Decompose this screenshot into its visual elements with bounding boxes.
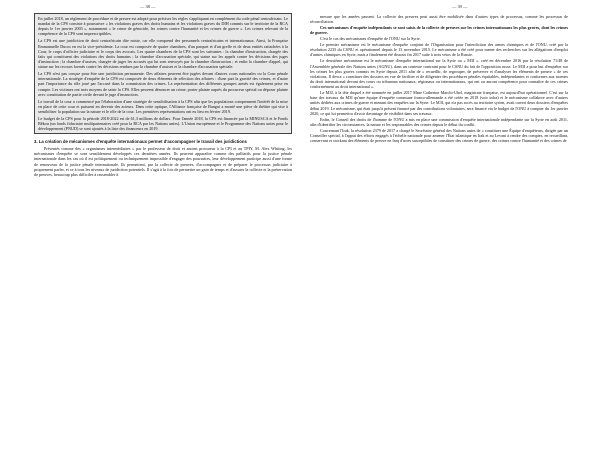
body-paragraph: Ces mécanismes d'enquête indépendants se sont saisis de la collecte de preuves sur les crimes internationaux les plus graves, dont les crimes de guerre.	[310, 25, 568, 36]
body-paragraph: Concernant l'Irak, la résolution 2379 de 2017 a chargé le Secrétaire général des Nations unies de « constituer une Équipe d'enquêteurs, dirigée par un Conseiller spécial, à l'appui des efforts engagés à l'échelle nationale pour amener l'État islamique en Irak et au Levant à rendre des comptes, en recueillant, conservant et stockant des éléments de preuve en Iraq d'actes susceptibles de constituer des crimes de guerre, des crimes contre l'humanité et des crimes de	[310, 127, 568, 144]
body-paragraph: Enfin, le Conseil des droits de l'homme de l'ONU a mis en place une commission d'enquête internationale indépendante sur la Syrie en août 2011, afin d'identifier les circonstances, la nature et les responsables des crimes depuis le début du conflit.	[310, 116, 568, 127]
body-paragraph: Présentés comme des « organismes intermédiaires » par le professeur de droit et ancien procureur à la CPI et au TPIY, M. Alex Whiting, les mécanismes d'enquête se sont sensiblement développés ces dernières années. Ils peuvent apparaître comme des palliatifs pour la justice pénale internationale dans les cas où il est politiquement ou techniquement impossible d'engager des poursuites, leur développement participe aussi d'une forme de renouveau de la justice pénale internationale. Ils permettent, par la collecte de preuves, d'accompagner et de préparer le processus judiciaire à proprement parler, et ce à tous les niveaux de juridiction potentiels. Il s'agit à la fois de permettre un gain de temps et d'assurer la collecte et la préservation de preuves, beaucoup plus difficiles à rassembler à	[34, 146, 292, 177]
body-paragraph: Le M3I, à la tête duquel a été nommée en juillet 2017 Mme Catherine Marchi-Uhel, magistrate française, est aujourd'hui opérationnel. C'est sur la base des travaux du M3I qu'une équipe d'enquête commune franco-allemande a été créée en 2018 (voir infra) et le mécanisme collabore avec d'autres unités dédiées aux crimes de guerre et menant des enquêtes sur la Syrie. Le M3I, qui n'a pas accès au territoire syrien, avait ouvert deux dossiers d'enquêtes début 2019. Le mécanisme, qui était jusqu'à présent financé par des contributions volontaires, sera financé via le budget de l'ONU à compter du 1er janvier 2020, ce qui lui permettra d'avoir davantage de visibilité dans ses travaux.	[310, 90, 568, 116]
box-paragraph: La CPS n'est pas conçue pour être une juridiction permanente. Des affaires peuvent être jugées devant d'autres cours nationales ou la Cour pénale internationale. La stratégie d'enquête de la CPS est composée de deux éléments de sélection des affaires : d'une part la gravité des crimes, et d'autre part l'importance du rôle joué par l'accusé dans la commission des crimes. La représentation des différents groupes armés est également prise en compte. Les victimes ont trois moyens de saisir la CPS. Elles peuvent dénoncer un crime, porter plainte auprès du procureur spécial ou déposer plainte avec constitution de partie civile devant le juge d'instruction.	[38, 71, 288, 97]
left-page-number: — 38 —	[140, 4, 156, 9]
section-heading: 3. La création de mécanismes d'enquête internationaux permet d'accompagner le travail des juridictions	[34, 139, 247, 145]
left-column	[34, 13, 292, 177]
body-paragraph: Le deuxième mécanisme est le mécanisme d'enquête international sur la Syrie ou « M3I », créé en décembre 2016 par la résolution 71/48 de l'Assemblée générale des Nations unies (AGNU), dans un contexte contraint pour le CSNU du fait de l'opposition russe. Le M3I a pour but d'enquêter sur les crimes les plus graves commis en Syrie depuis 2011 afin de « recueillir, de regrouper, de préserver et d'analyser les éléments de preuve » de ces violations. Il devra « constituer des dossiers en vue de faciliter et de diligenter des procédures pénales équitables, indépendantes et conformes aux normes du droit international devant des cours ou tribunaux nationaux, régionaux ou internationaux, qui ont ou auront compétence pour connaître de ces crimes conformément au droit international ».	[310, 58, 568, 90]
box-paragraph: En juillet 2018, un règlement de procédure et de preuve est adopté pour préciser les règles s'appliquant en complément du code pénal centrafricain. Le mandat de la CPS consiste à poursuivre « les violations graves des droits humains et les violations graves du DIH commis sur le territoire de la RCA depuis le 1er janvier 2003 », notamment « le crime de génocide, les crimes contre l'humanité et les crimes de guerre ». Les crimes relevant de la compétence de la CPS sont imprescriptibles.	[38, 16, 288, 37]
box-paragraph: Le budget de la CPS pour la période 2018-2022 est de 61,3 millions de dollars. Pour l'année 2018, la CPS est financée par la MINUSCA et le Fonds Bêkou (un fonds fiduciaire multipartenaires créé pour la RCA par les Nations unies). L'Union européenne et le Programme des Nations unies pour le développement (PNUD) se sont ajoutés à la liste des financeurs en 2019.	[38, 116, 288, 132]
right-column	[310, 14, 568, 143]
body-paragraph: Le premier mécanisme est le mécanisme d'enquête conjoint de l'Organisation pour l'interdiction des armes chimiques et de l'ONU, créé par la résolution 2235 du CSNU et opérationnel depuis le 13 novembre 2015. Le mécanisme a été créé pour mener des recherches sur les allégations d'emploi d'armes chimiques en Syrie, mais a finalement été dissous fin 2017 suite à trois vetos de la Russie.	[310, 42, 568, 58]
box-paragraph: La CPS est une juridiction de droit centrafricain dite mixte, car elle comprend des personnels centrafricains et internationaux. Ainsi, la Française Emmanuelle Ducos en est la vice-présidente. La cour est composée de quatre chambres, d'un parquet et d'un greffe et de deux entités rattachées à la Cour, le corps d'officier judiciaire et le corps des avocats. Les quatre chambres de la CPS sont les suivantes : la chambre d'instruction, chargée des faits qui constituent des violations des droits humains ; la chambre d'accusation spéciale, qui statue sur les appels contre les décisions des juges d'instruction ; la chambre d'assises, chargée de juger les accusés qui lui sont renvoyés par la chambre d'instruction ; et enfin la chambre d'appel, qui statue sur les recours formés contre les décisions rendues par la chambre d'assises et la chambre d'accusation spéciale.	[38, 38, 288, 70]
box-paragraph: Le travail de la cour a commencé par l'élaboration d'une stratégie de sensibilisation à la CPS afin que les populations comprennent l'intérêt de la mise en place de cette cour et puissent en devenir des acteurs. Dans cette optique, l'Alliance française de Bangui a monté une pièce de théâtre qui vise à sensibiliser la population sur la nature et le rôle de la cour. Les premières représentations ont eu lieu en février 2019.	[38, 98, 288, 115]
grey-info-box	[34, 13, 292, 134]
right-page-number: — 39 —	[452, 4, 468, 9]
body-paragraph: C'est le cas des mécanismes d'enquête de l'ONU sur la Syrie.	[320, 36, 421, 42]
body-paragraph: mesure que les années passent. La collecte des preuves peut aussi être mobilisée dans d'autres types de processus, comme les processus de réconciliation.	[310, 14, 568, 25]
